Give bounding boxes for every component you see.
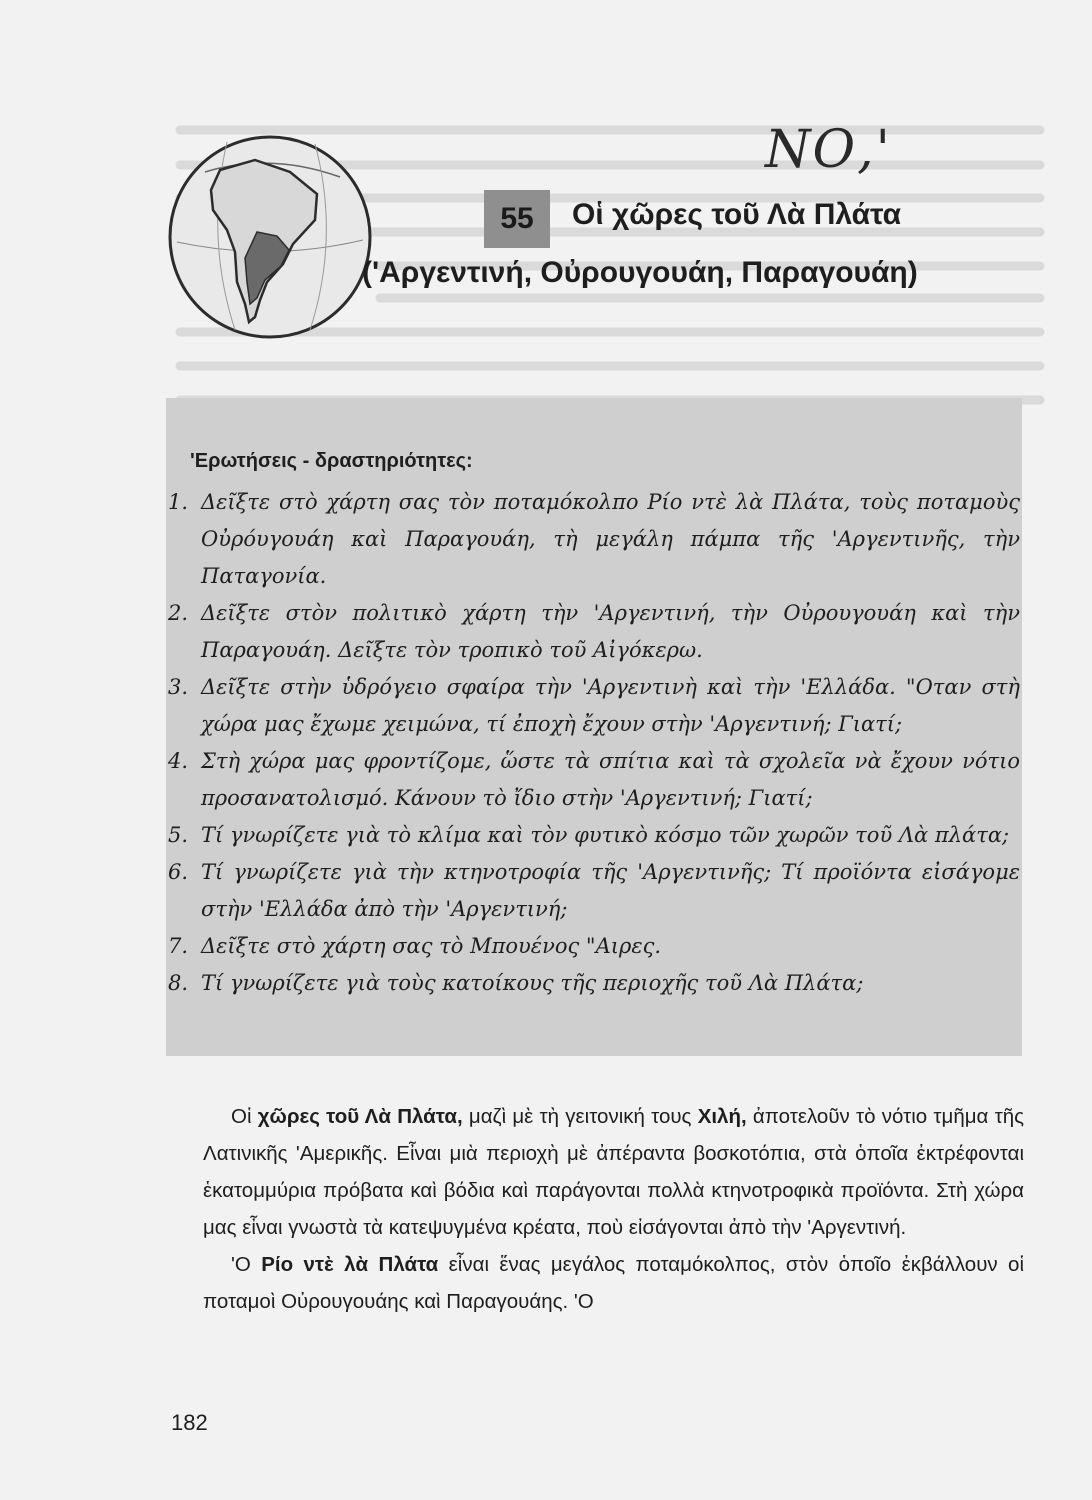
question-text: Στὴ χώρα μας φροντίζομε, ὥστε τὰ σπίτια καὶ τὰ σχολεῖα νὰ ἔχουν νότιο προσανατολισμό. Κάνουν τὸ ἴδιο στὴν 'Αργεντινή; Γιατί; [201, 749, 1020, 810]
question-item [168, 669, 1020, 743]
question-item [168, 817, 1020, 854]
question-number: 5. [168, 823, 189, 847]
question-item [168, 595, 1020, 669]
question-item [168, 854, 1020, 928]
body-text-run: Οἱ [231, 1105, 258, 1128]
page-number: 182 [171, 1410, 208, 1435]
question-text: Τί γνωρίζετε γιὰ τὴν κτηνοτροφία τῆς 'Αργεντινῆς; Τί προϊόντα εἰσάγομε στὴν 'Ελλάδα ἀπὸ τὴν 'Αργεντινή; [201, 860, 1020, 921]
question-item [168, 484, 1020, 595]
question-item [168, 743, 1020, 817]
bold-term-la-plata-countries: χῶρες τοῦ Λὰ Πλάτα, [257, 1105, 463, 1128]
question-number: 3. [168, 675, 189, 699]
page-subtitle: ('Αργεντινή, Οὐρουγουάη, Παραγουάη) [362, 256, 918, 289]
questions-list [168, 484, 1020, 1002]
questions-heading: 'Ερωτήσεις - δραστηριότητες: [190, 450, 473, 472]
question-text: Τί γνωρίζετε γιὰ τοὺς κατοίκους τῆς περιοχῆς τοῦ Λὰ Πλάτα; [201, 971, 864, 995]
question-text: Δεῖξτε στὸ χάρτη σας τὸ Μπουένος "Αιρες. [201, 934, 662, 958]
question-number: 6. [168, 860, 189, 884]
question-number: 7. [168, 934, 189, 958]
question-text: Δεῖξτε στὸν πολιτικὸ χάρτη τὴν 'Αργεντινή, τὴν Οὐρουγουάη καὶ τὴν Παραγουάη. Δεῖξτε τὸν τροπικὸ τοῦ Αἰγόκερω. [201, 601, 1020, 662]
question-text: Δεῖξτε στὴν ὑδρόγειο σφαίρα τὴν 'Αργεντινὴ καὶ τὴν 'Ελλάδα. "Οταν στὴ χώρα μας ἔχωμε χειμώνα, τί ἐποχὴ ἔχουν στὴν 'Αργεντινή; Γιατί; [201, 675, 1020, 736]
body-paragraph-2 [203, 1246, 1024, 1320]
globe-south-america-illustration [165, 132, 375, 342]
question-text: Δεῖξτε στὸ χάρτη σας τὸν ποταμόκολπο Ρίο ντὲ λὰ Πλάτα, τοὺς ποταμοὺς Οὐρόυγουάη καὶ Παραγουάη, τὴ μεγάλη πάμπα τῆς 'Αργεντινῆς, τὴν Παταγονία. [201, 490, 1020, 588]
question-item [168, 965, 1020, 1002]
body-text-run: 'Ο [231, 1253, 262, 1276]
bold-term-rio-de-la-plata: Ρίο ντὲ λὰ Πλάτα [261, 1253, 439, 1276]
question-text: Τί γνωρίζετε γιὰ τὸ κλίμα καὶ τὸν φυτικὸ κόσμο τῶν χωρῶν τοῦ Λὰ πλάτα; [201, 823, 1010, 847]
body-paragraph-1 [203, 1098, 1024, 1246]
question-number: 1. [168, 490, 189, 514]
question-number: 8. [168, 971, 189, 995]
body-text-run: εἶναι ἕνας μεγάλος ποταμόκολπος, στὸν ὁποῖο ἐκβάλλουν οἱ ποταμοὶ Οὐρουγουάης καὶ Παραγουάης. 'Ο [203, 1253, 1024, 1313]
bold-term-chile: Χιλή, [697, 1105, 747, 1128]
handwritten-annotation: ΝΟ,' [765, 120, 892, 180]
body-text-run: ἀποτελοῦν τὸ νότιο τμῆμα τῆς Λατινικῆς 'Αμερικῆς. Εἶναι μιὰ περιοχὴ μὲ ἀπέραντα βοσκοτόπια, στὰ ὁποῖα ἐκτρέφονται ἑκατομμύρια πρόβατα καὶ βόδια καὶ παράγονται πολλὰ κτηνοτροφικὰ προϊόντα. Στὴ χώρα μας εἶναι γνωστὰ τὰ κατεψυγμένα κρέατα, ποὺ εἰσάγονται ἀπὸ τὴν 'Αργεντινή. [203, 1105, 1024, 1239]
question-item [168, 928, 1020, 965]
question-number: 4. [168, 749, 189, 773]
body-text-run: μαζὶ μὲ τὴ γειτονική τους [462, 1105, 698, 1128]
body-text [203, 1098, 1024, 1320]
question-number: 2. [168, 601, 189, 625]
lesson-number-badge: 55 [484, 190, 550, 248]
page-title: Οἱ χῶρες τοῦ Λὰ Πλάτα [572, 198, 902, 231]
